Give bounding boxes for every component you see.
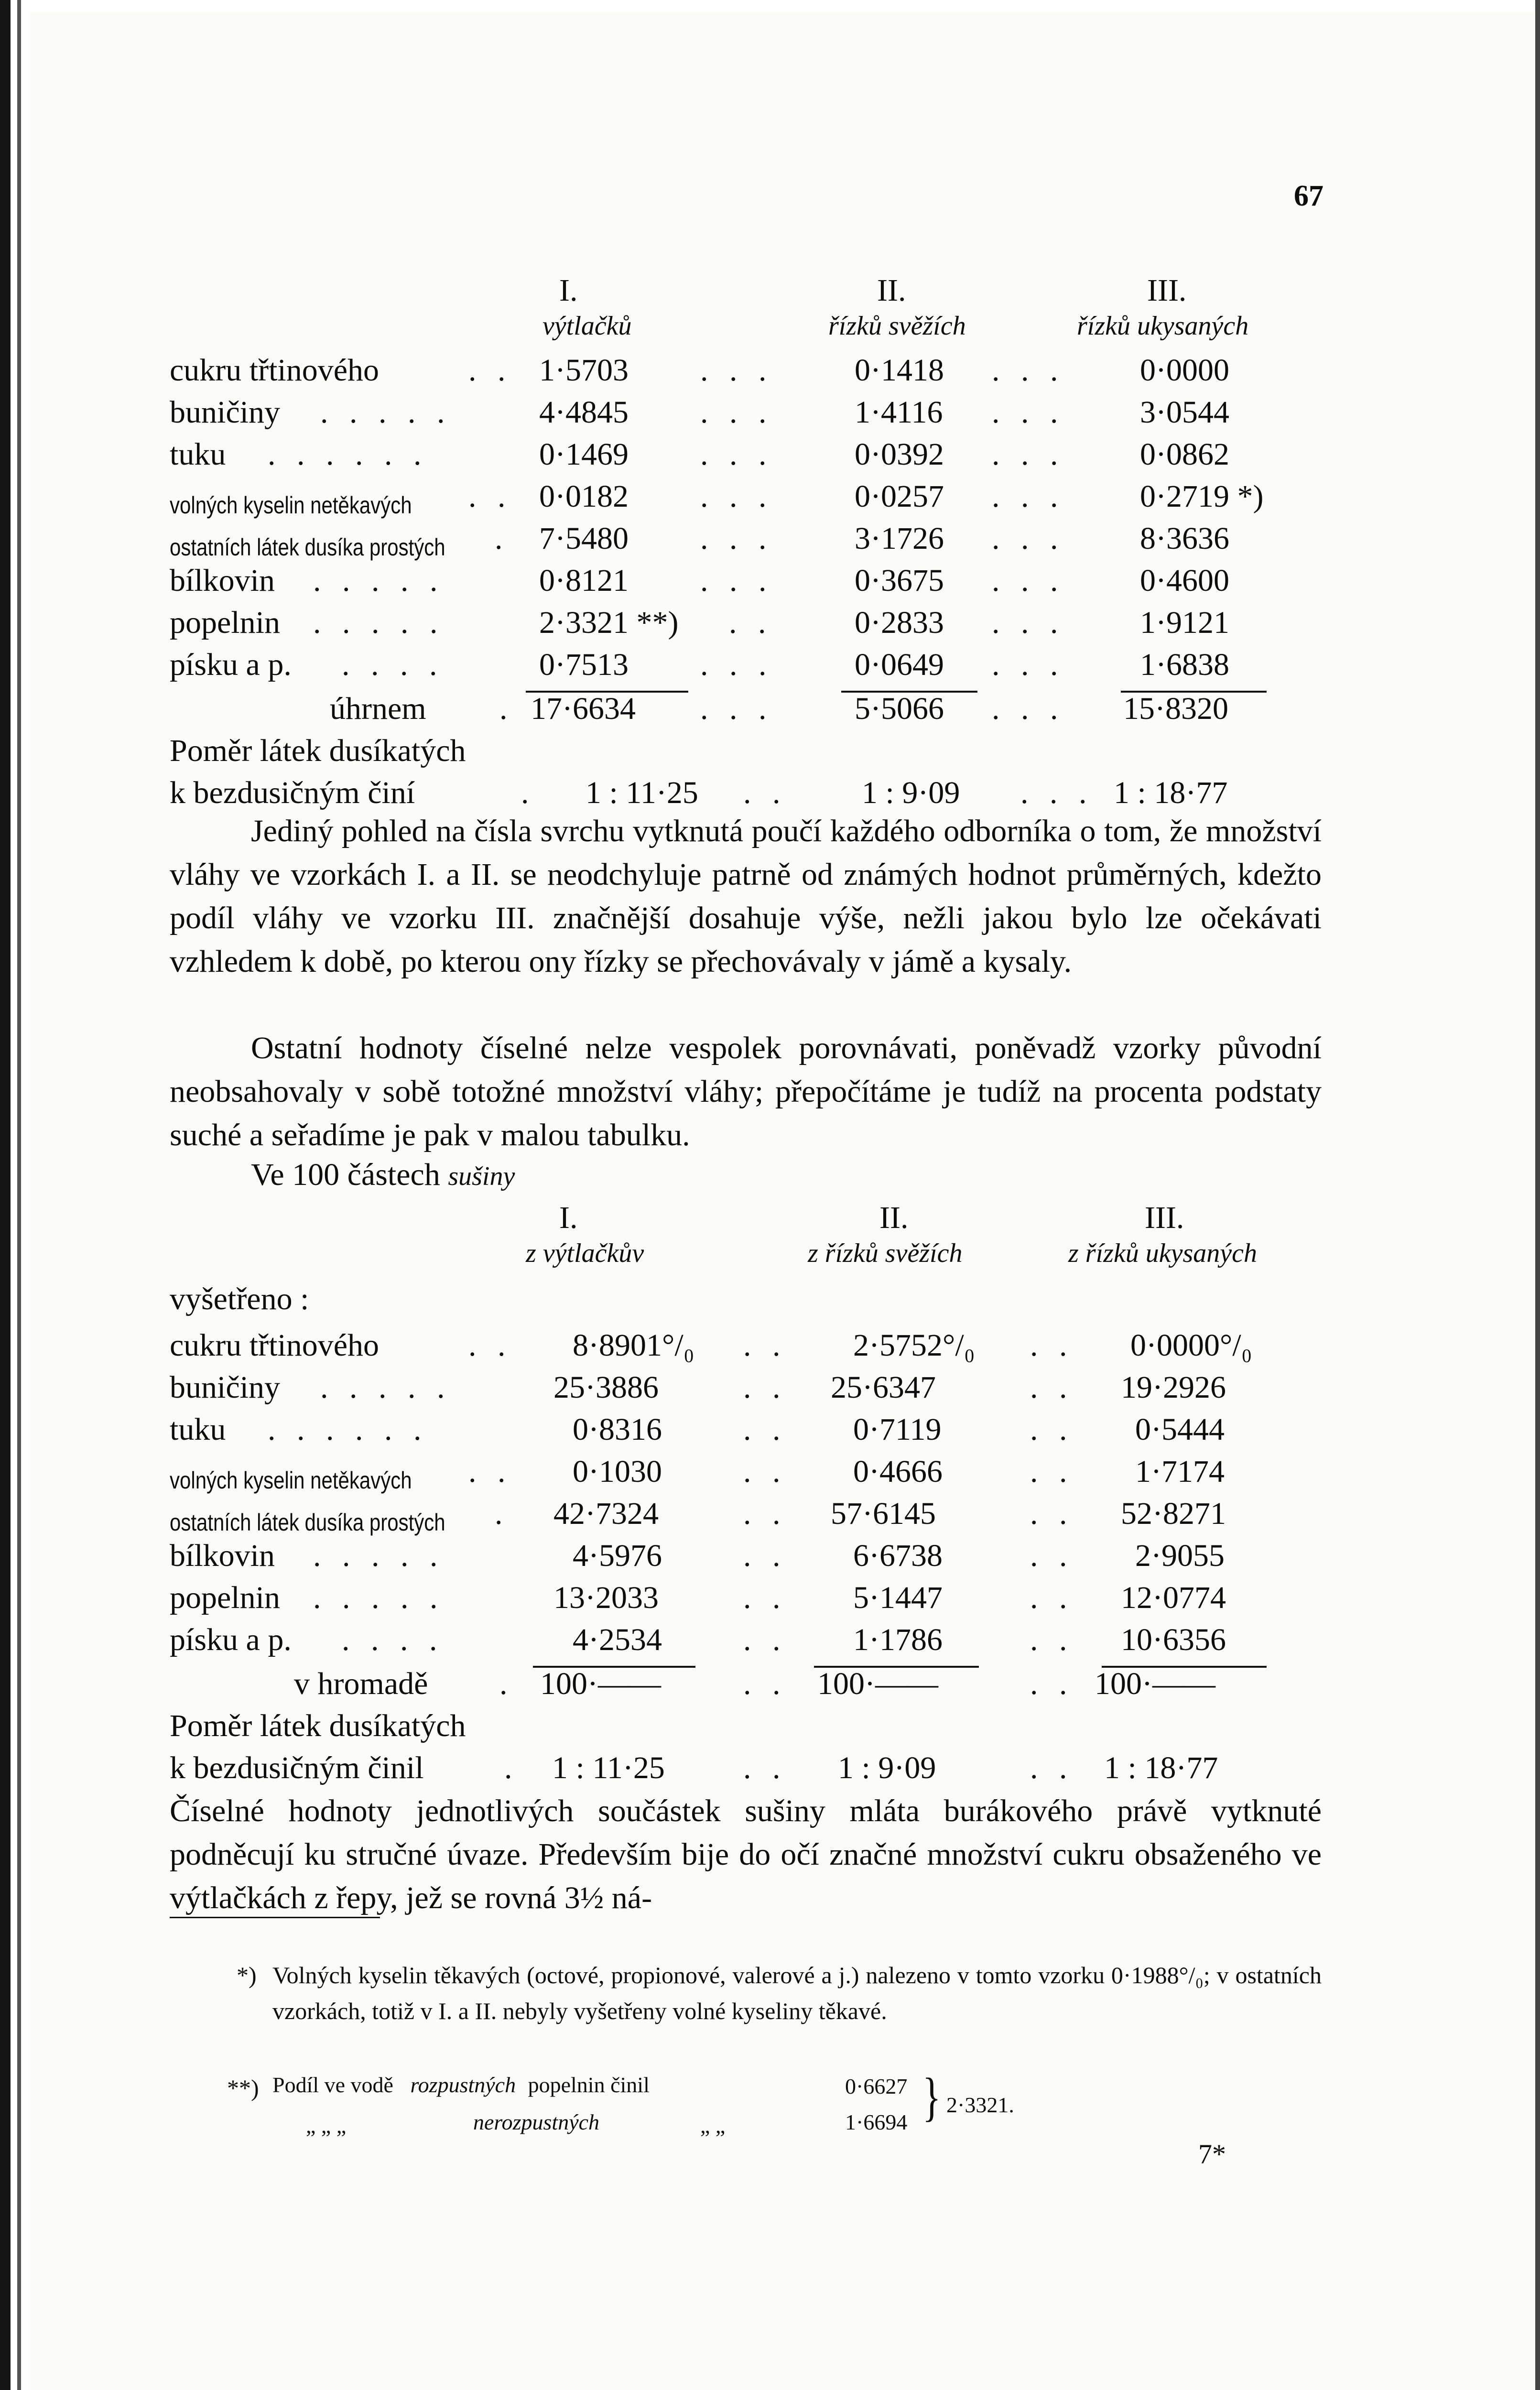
cell-value-2: 0·4666: [853, 1454, 943, 1489]
leader-dots: . . .: [700, 521, 773, 556]
paragraph-3: Číselné hodnoty jednotlivých součástek sušiny mláta burákového právě vytknuté podněcují ku stručné úvaze. Především bije do očí značné množství cukru obsaženého ve výtlačkách z řepy, jež se rovná 3½ ná-: [170, 1793, 1322, 1915]
row-label: bílkovin: [170, 563, 275, 598]
col-header-1: I.: [559, 1200, 578, 1235]
leader-dots: . . . . .: [313, 1538, 445, 1573]
col-subheader-1: výtlačků: [542, 311, 632, 341]
total-value-3: 15·8320: [1123, 691, 1228, 726]
leader-dots: . . . . . .: [268, 437, 428, 472]
ratio-value-1: 1 : 11·25: [586, 775, 698, 810]
leader-dots: .: [495, 521, 510, 556]
cell-value-3: 2·9055: [1135, 1538, 1225, 1573]
leader-dots: . .: [1030, 1622, 1074, 1657]
footnote-marker: **): [227, 2075, 259, 2101]
ratio-label-1: Poměr látek dusíkatých: [170, 1708, 466, 1743]
book-binding-edge: [0, 0, 11, 2390]
cell-value-3: 1·7174: [1135, 1454, 1225, 1489]
leader-dots: . . .: [992, 605, 1065, 640]
cell-value-3: 8·3636: [1140, 521, 1229, 556]
cell-value-3: 19·2926: [1121, 1370, 1226, 1405]
footnote-text: Volných kyselin těkavých (octové, propionové, valerové a j.) nalezeno v tomto vzorku 0·1988°/₀; v ostatních vzorkách, totiž v I. a II. nebyly vyšetřeny volné kyseliny těkavé.: [272, 1962, 1322, 2024]
cell-value-3: 0·0000°/₀: [1130, 1328, 1252, 1363]
leader-dots: . .: [1030, 1328, 1074, 1363]
leader-dots: . .: [743, 1454, 787, 1489]
book-binding-shadow: [17, 0, 21, 2390]
cell-value-3: 0·4600: [1140, 563, 1229, 598]
cell-value-2: 3·1726: [855, 521, 944, 556]
leader-dots: . .: [1030, 1370, 1074, 1405]
paragraph-2: Ostatní hodnoty číselné nelze vespolek porovnávati, poněvadž vzorky původní neobsahovaly v sobě totožné množství vláhy; přepočítáme je tudíž na procenta podstaty suché a seřadíme je pak v malou tabulku.: [170, 1031, 1322, 1152]
cell-value-3: 0·0000: [1140, 353, 1229, 388]
leader-dots: . . .: [992, 691, 1065, 726]
footnote-value-2: 1·6694: [845, 2110, 908, 2134]
leader-dots: . .: [1030, 1496, 1074, 1531]
col-subheader-3: řízků ukysaných: [1077, 311, 1249, 341]
cell-value-1: 4·2534: [573, 1622, 662, 1657]
cell-value-2: 0·2833: [855, 605, 944, 640]
leader-dots: . . .: [700, 563, 773, 598]
col-header-3: III.: [1145, 1200, 1184, 1235]
leader-dots: . .: [1030, 1580, 1074, 1615]
col-header-2: II.: [877, 273, 906, 308]
cell-value-1: 1·5703: [539, 353, 629, 388]
leader-dots: . .: [468, 1454, 512, 1489]
row-label: volných kyselin netěkavých: [170, 1467, 412, 1494]
leader-dots: . . . .: [342, 647, 444, 682]
table-intro: [251, 1157, 515, 1193]
leader-dots: . .: [743, 1538, 787, 1573]
leader-dots: . .: [743, 1328, 787, 1363]
footnote-text: Podíl ve vodě: [272, 2073, 393, 2097]
total-value-1: 100·——: [540, 1666, 661, 1701]
cell-value-2: 0·0649: [855, 647, 944, 682]
row-label: volných kyselin netěkavých: [170, 492, 412, 519]
col-header-3: III.: [1147, 273, 1187, 308]
leader-dots: . . . . . .: [268, 1412, 428, 1447]
cell-value-3: 0·0862: [1140, 437, 1229, 472]
leader-dots: . . .: [992, 437, 1065, 472]
row-label: písku a p.: [170, 647, 292, 682]
row-label: cukru třtinového: [170, 353, 380, 388]
cell-value-1: 0·7513: [539, 647, 629, 682]
cell-value-2: 57·6145: [831, 1496, 936, 1531]
leader-dots: . .: [1030, 1454, 1074, 1489]
cell-value-3: 10·6356: [1121, 1622, 1226, 1657]
cell-value-2: 1·4116: [855, 395, 943, 430]
leader-dots: . . .: [992, 395, 1065, 430]
total-label: úhrnem: [330, 691, 426, 726]
row-label: písku a p.: [170, 1622, 292, 1657]
leader-dots: . . .: [700, 691, 773, 726]
footnote-value-1: 0·6627: [845, 2074, 908, 2098]
row-label: tuku: [170, 1412, 226, 1447]
ratio-value-2: 1 : 9·09: [862, 775, 960, 810]
cell-value-2: 0·7119: [853, 1412, 942, 1447]
leader-dots: . .: [743, 1622, 787, 1657]
leader-dots: . . . .: [342, 1622, 444, 1657]
cell-value-1: 7·5480: [539, 521, 629, 556]
cell-value-2: 0·1418: [855, 353, 944, 388]
ratio-label-1: Poměr látek dusíkatých: [170, 733, 466, 768]
leader-dots: . .: [743, 1580, 787, 1615]
leader-dots: . .: [743, 775, 787, 810]
leader-dots: . .: [743, 1496, 787, 1531]
row-label: cukru třtinového: [170, 1328, 380, 1363]
paragraph-1: Jediný pohled na čísla svrchu vytknutá poučí každého odborníka o tom, že množství vláhy ve vzorkách I. a II. se neodchyluje patrně od známých hodnot průměrných, kdežto podíl vláhy ve vzorku III. značnější dosahuje výše, nežli jakou bylo lze očekávati vzhledem k době, po kterou ony řízky se přechovávaly v jámě a kysaly.: [170, 814, 1322, 979]
cell-value-1: 0·1469: [539, 437, 629, 472]
ratio-label-2: k bezdusičným činí: [170, 775, 415, 810]
cell-value-1: 8·8901°/₀: [573, 1328, 694, 1363]
leader-dots: . . .: [992, 563, 1065, 598]
footnote-italic: nerozpustných: [473, 2110, 600, 2134]
cell-value-2: 2·5752°/₀: [853, 1328, 975, 1363]
leader-dots: . . . . .: [320, 1370, 452, 1405]
leader-dots: .: [504, 1750, 519, 1785]
page-number: 67: [1294, 180, 1323, 212]
footnote-italic: rozpustných: [410, 2073, 516, 2097]
cell-value-1: 4·4845: [539, 395, 629, 430]
row-label: ostatních látek dusíka prostých: [170, 534, 445, 561]
section-label: vyšetřeno :: [170, 1282, 309, 1316]
leader-dots: . .: [1030, 1666, 1074, 1701]
cell-value-1: 2·3321 **): [539, 605, 679, 640]
col-header-1: I.: [559, 273, 578, 308]
footnote-sum: 2·3321.: [946, 2093, 1014, 2117]
leader-dots: . . . . .: [313, 563, 445, 598]
leader-dots: . . .: [700, 479, 773, 514]
leader-dots: . . . . .: [313, 605, 445, 640]
total-value-3: 100·——: [1095, 1666, 1215, 1701]
row-label: bílkovin: [170, 1538, 275, 1573]
row-label: ostatních látek dusíka prostých: [170, 1509, 445, 1536]
cell-value-1: 42·7324: [553, 1496, 659, 1531]
col-header-2: II.: [879, 1200, 909, 1235]
leader-dots: . . .: [992, 353, 1065, 388]
cell-value-1: 0·8121: [539, 563, 629, 598]
leader-dots: .: [499, 691, 514, 726]
total-value-1: 17·6634: [531, 691, 636, 726]
ratio-value-3: 1 : 18·77: [1104, 1750, 1218, 1785]
cell-value-3: 12·0774: [1121, 1580, 1226, 1615]
leader-dots: . .: [729, 605, 773, 640]
footnote-ditto: „ „: [700, 2113, 726, 2138]
leader-dots: . .: [1030, 1412, 1074, 1447]
signature-mark: 7*: [1198, 2139, 1226, 2170]
cell-value-3: 0·2719 *): [1140, 479, 1264, 514]
leader-dots: . . .: [992, 647, 1065, 682]
ratio-value-1: 1 : 11·25: [552, 1750, 665, 1785]
cell-value-3: 1·9121: [1140, 605, 1229, 640]
cell-value-2: 0·0257: [855, 479, 944, 514]
leader-dots: . .: [743, 1750, 787, 1785]
col-subheader-2: řízků svěžích: [828, 311, 966, 341]
leader-dots: . . .: [700, 437, 773, 472]
leader-dots: . . .: [700, 395, 773, 430]
row-label: buničiny: [170, 395, 280, 430]
row-label: popelnin: [170, 1580, 280, 1615]
brace-icon: }: [922, 2068, 941, 2127]
cell-value-1: 0·0182: [539, 479, 629, 514]
book-page: [29, 12, 1534, 2390]
leader-dots: . . . . .: [320, 395, 452, 430]
footnote-ditto: „ „ „: [306, 2113, 347, 2138]
cell-value-2: 5·1447: [853, 1580, 943, 1615]
footnote-separator: [170, 1917, 380, 1918]
leader-dots: . . .: [700, 647, 773, 682]
cell-value-2: 0·0392: [855, 437, 944, 472]
leader-dots: .: [521, 775, 536, 810]
leader-dots: . .: [468, 1328, 512, 1363]
total-value-2: 5·5066: [855, 691, 944, 726]
leader-dots: . .: [743, 1412, 787, 1447]
table-intro-text: Ve 100 částech: [251, 1157, 440, 1192]
leader-dots: . .: [468, 479, 512, 514]
ratio-value-2: 1 : 9·09: [838, 1750, 936, 1785]
total-value-2: 100·——: [817, 1666, 938, 1701]
leader-dots: .: [495, 1496, 510, 1531]
cell-value-2: 0·3675: [855, 563, 944, 598]
cell-value-1: 25·3886: [553, 1370, 659, 1405]
footnote-text: popelnin činil: [528, 2073, 650, 2097]
cell-value-3: 0·5444: [1135, 1412, 1225, 1447]
col-subheader-3: z řízků ukysaných: [1068, 1238, 1258, 1268]
col-subheader-1: z výtlačkův: [526, 1238, 644, 1268]
leader-dots: . . .: [1020, 775, 1094, 810]
cell-value-2: 6·6738: [853, 1538, 943, 1573]
leader-dots: . .: [468, 353, 512, 388]
leader-dots: . .: [1030, 1538, 1074, 1573]
footnote-marker: *): [237, 1962, 257, 1988]
cell-value-3: 3·0544: [1140, 395, 1229, 430]
leader-dots: . .: [743, 1370, 787, 1405]
table-intro-italic: sušiny: [448, 1162, 515, 1191]
cell-value-2: 1·1786: [853, 1622, 943, 1657]
row-label: tuku: [170, 437, 226, 472]
cell-value-3: 52·8271: [1121, 1496, 1226, 1531]
cell-value-3: 1·6838: [1140, 647, 1229, 682]
cell-value-1: 4·5976: [573, 1538, 662, 1573]
footnote-line-1: [272, 2072, 650, 2097]
cell-value-1: 13·2033: [553, 1580, 659, 1615]
cell-value-2: 25·6347: [831, 1370, 936, 1405]
row-label: popelnin: [170, 605, 280, 640]
row-label: buničiny: [170, 1370, 280, 1405]
leader-dots: . .: [743, 1666, 787, 1701]
leader-dots: . .: [1030, 1750, 1074, 1785]
leader-dots: . . .: [992, 479, 1065, 514]
col-subheader-2: z řízků svěžích: [808, 1238, 963, 1268]
leader-dots: . . . . .: [313, 1580, 445, 1615]
ratio-label-2: k bezdusičným činil: [170, 1750, 424, 1785]
ratio-value-3: 1 : 18·77: [1114, 775, 1228, 810]
leader-dots: . . .: [700, 353, 773, 388]
total-label: v hromadě: [294, 1666, 428, 1701]
leader-dots: . . .: [992, 521, 1065, 556]
cell-value-1: 0·1030: [573, 1454, 662, 1489]
leader-dots: .: [499, 1666, 514, 1701]
cell-value-1: 0·8316: [573, 1412, 662, 1447]
page-edge-shadow: [1535, 0, 1540, 2390]
